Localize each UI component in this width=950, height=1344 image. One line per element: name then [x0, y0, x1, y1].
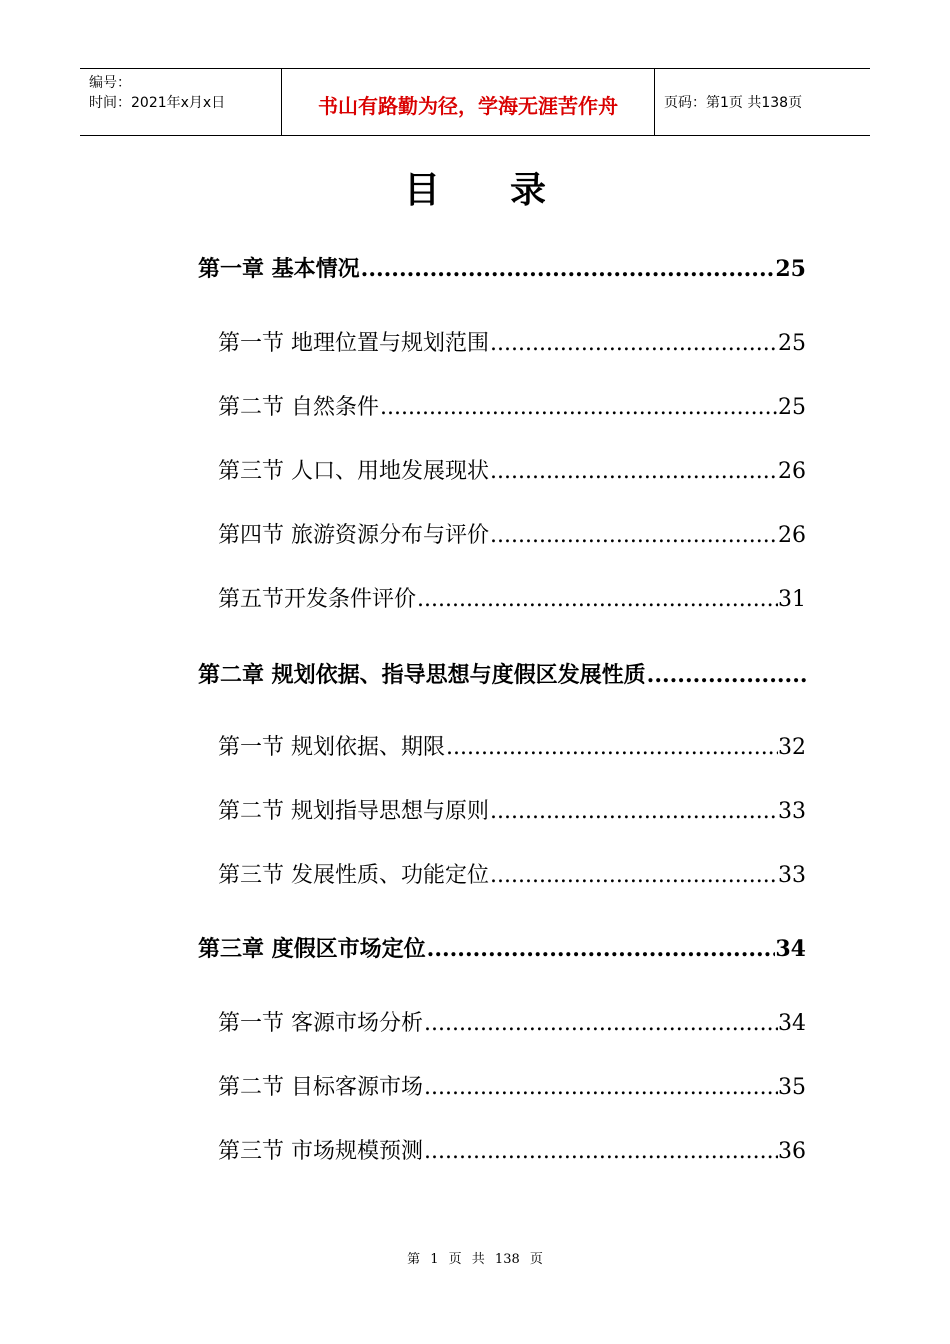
toc-leader-dots [490, 523, 778, 548]
toc-section-2-3[interactable] [218, 858, 806, 889]
toc-label: 第一节 规划依据、期限 [218, 735, 445, 760]
toc-chapter-2[interactable] [198, 658, 806, 689]
toc-chapter-1[interactable] [198, 252, 806, 283]
toc-label: 第三节 人口、用地发展现状 [218, 459, 489, 484]
toc-label: 第三章 度假区市场定位 [198, 936, 426, 962]
toc-leader-dots [490, 331, 778, 356]
toc-section-1-3[interactable] [218, 454, 806, 485]
toc-leader-dots [490, 459, 778, 484]
toc-page-number: 25 [778, 331, 806, 356]
toc-leader-dots [424, 1011, 778, 1036]
toc-leader-dots [424, 1139, 778, 1164]
toc-label: 第三节 市场规模预测 [218, 1139, 423, 1164]
toc-leader-dots [424, 1075, 778, 1100]
toc-section-1-2[interactable] [218, 390, 806, 421]
header-motto: 书山有路勤为径，学海无涯苦作舟 [282, 69, 655, 135]
toc-leader-dots [490, 799, 778, 824]
page-header [80, 68, 870, 136]
toc-page-number: 34 [775, 936, 806, 962]
document-number-label: 编号： [89, 75, 131, 91]
toc-label: 第一章 基本情况 [198, 256, 360, 282]
toc-label: 第二节 规划指导思想与原则 [218, 799, 489, 824]
toc-page-number: 31 [778, 587, 806, 612]
toc-label: 第四节 旅游资源分布与评价 [218, 523, 489, 548]
toc-page-number: 26 [778, 523, 806, 548]
toc-section-3-3[interactable] [218, 1134, 806, 1165]
toc-section-3-1[interactable] [218, 1006, 806, 1037]
page-title: 目录 [403, 170, 616, 211]
toc-section-1-4[interactable] [218, 518, 806, 549]
toc-section-2-1[interactable] [218, 730, 806, 761]
toc-label: 第二章 规划依据、指导思想与度假区发展性质 [198, 662, 646, 688]
document-time-label: 时间：2021年x月x日 [89, 95, 226, 111]
toc-label: 第一节 客源市场分析 [218, 1011, 423, 1036]
header-page-info: 页码：第1页 共138页 [664, 95, 803, 111]
toc-leader-dots [446, 735, 778, 760]
toc-page-number: 25 [775, 256, 806, 282]
toc-leader-dots [427, 936, 776, 962]
toc-page-number: 35 [778, 1075, 806, 1100]
toc-label: 第二节 自然条件 [218, 395, 379, 420]
toc-label: 第五节开发条件评价 [218, 587, 417, 612]
toc-leader-dots [380, 395, 778, 420]
toc-page-number: 26 [778, 459, 806, 484]
toc-chapter-3[interactable] [198, 932, 806, 963]
toc-page-number: 25 [778, 395, 806, 420]
toc-section-1-1[interactable] [218, 326, 806, 357]
toc-label: 第一节 地理位置与规划范围 [218, 331, 489, 356]
toc-leader-dots [417, 587, 778, 612]
toc-page-number: 33 [778, 863, 806, 888]
toc-label: 第二节 目标客源市场 [218, 1075, 423, 1100]
toc-page-number: 34 [778, 1011, 806, 1036]
toc-leader-dots [490, 863, 778, 888]
toc-page-number: 33 [778, 799, 806, 824]
page-footer: 第 1 页 共 138 页 [407, 1252, 543, 1267]
toc-label: 第三节 发展性质、功能定位 [218, 863, 489, 888]
toc-leader-dots [647, 662, 806, 688]
toc-section-3-2[interactable] [218, 1070, 806, 1101]
toc-section-2-2[interactable] [218, 794, 806, 825]
toc-section-1-5[interactable] [218, 582, 806, 613]
header-meta [80, 69, 282, 135]
toc-leader-dots [361, 256, 776, 282]
toc-page-number: 32 [778, 735, 806, 760]
toc-page-number: 36 [778, 1139, 806, 1164]
